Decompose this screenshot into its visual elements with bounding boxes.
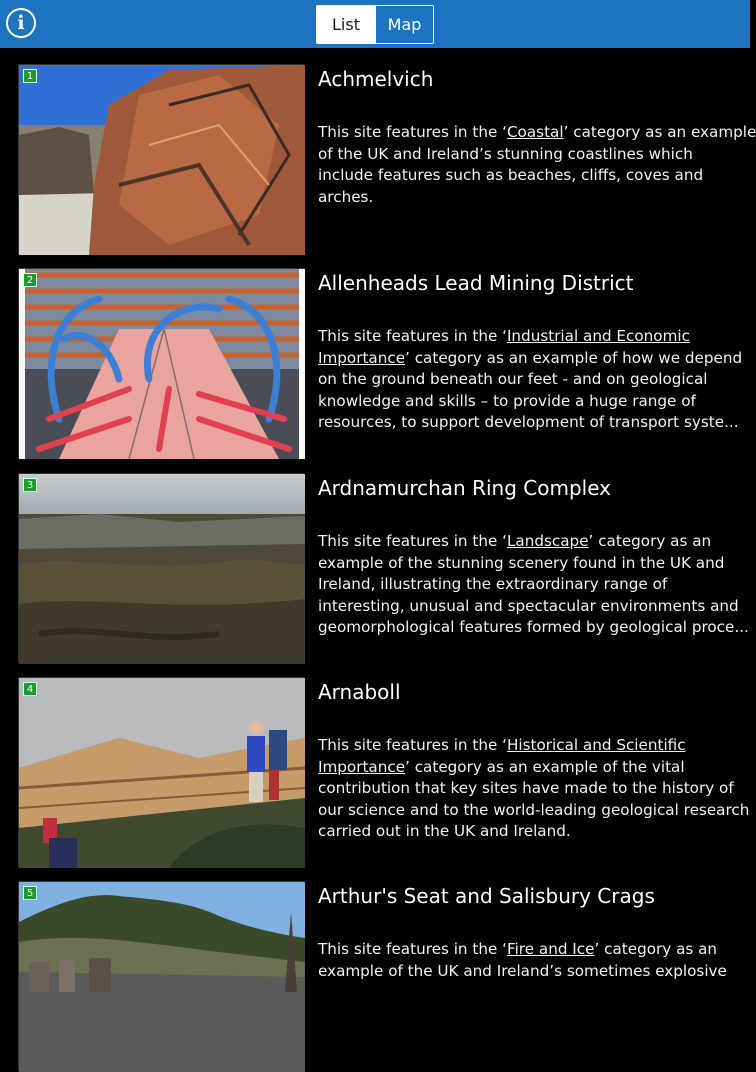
site-thumbnail[interactable] bbox=[18, 677, 304, 867]
landscape-photo bbox=[19, 474, 305, 664]
category-link[interactable]: Importance bbox=[318, 757, 406, 776]
site-title: Arthur's Seat and Salisbury Crags bbox=[318, 884, 655, 908]
site-description: This site features in the ‘Landscape’ category as an example of the stunning scenery found in the UK and Ireland, illustrating the extraordinary range of interesting, unusual and spectacular environments and geomorphological features formed by geological proce... bbox=[318, 532, 749, 637]
category-link[interactable]: Historical and Scientific bbox=[506, 736, 686, 754]
top-bar bbox=[0, 0, 750, 48]
mining-diagram-illustration bbox=[19, 269, 305, 459]
tab-list[interactable]: List bbox=[317, 6, 375, 43]
site-item-allenheads[interactable] bbox=[18, 268, 743, 458]
site-thumbnail[interactable] bbox=[18, 268, 304, 458]
site-number-badge: 4 bbox=[23, 682, 37, 696]
site-title: Ardnamurchan Ring Complex bbox=[318, 476, 611, 500]
site-description: This site features in the ‘Fire and Ice’ category as an example of the UK and Ireland’s sometimes explosive bbox=[318, 940, 727, 980]
category-link[interactable]: Landscape bbox=[506, 532, 589, 550]
site-thumbnail[interactable] bbox=[18, 881, 304, 1071]
category-link[interactable]: Fire and Ice bbox=[506, 940, 595, 958]
site-title: Arnaboll bbox=[318, 680, 401, 704]
site-item-arthurs-seat[interactable] bbox=[18, 881, 738, 1071]
info-icon[interactable]: i bbox=[6, 8, 36, 38]
site-thumbnail[interactable] bbox=[18, 473, 304, 663]
site-number-badge: 3 bbox=[23, 478, 37, 492]
site-number-badge: 5 bbox=[23, 886, 37, 900]
site-title: Achmelvich bbox=[318, 67, 434, 91]
tab-map[interactable]: Map bbox=[375, 6, 433, 43]
hill-city-photo bbox=[19, 882, 305, 1072]
site-description: This site features in the ‘Industrial and Economic Importance’ category as an example of how we depend on the ground beneath our feet - and on geological knowledge and skills – to provide a huge range of resources, to support development of transport syste... bbox=[318, 327, 743, 432]
category-link[interactable]: Coastal bbox=[506, 123, 564, 141]
site-title: Allenheads Lead Mining District bbox=[318, 271, 634, 295]
site-description: This site features in the ‘Coastal’ category as an example of the UK and Ireland’s stunning coastlines which include features such as beaches, cliffs, coves and arches. bbox=[318, 123, 756, 206]
category-link[interactable]: Importance bbox=[318, 348, 406, 367]
coastal-rock-photo bbox=[19, 65, 305, 255]
site-number-badge: 1 bbox=[23, 69, 37, 83]
rock-outcrop-photo bbox=[19, 678, 305, 868]
site-description: This site features in the ‘Historical and Scientific Importance’ category as an example of the vital contribution that key sites have made to the history of our science and to the world-leading geological research carried out in the UK and Ireland. bbox=[318, 736, 750, 841]
site-item-arnaboll[interactable] bbox=[18, 677, 750, 867]
site-item-ardnamurchan[interactable] bbox=[18, 473, 749, 663]
site-item-achmelvich[interactable] bbox=[18, 64, 756, 254]
site-number-badge: 2 bbox=[23, 273, 37, 287]
view-toggle bbox=[316, 5, 434, 44]
site-thumbnail[interactable] bbox=[18, 64, 304, 254]
category-link[interactable]: Industrial and Economic bbox=[506, 327, 690, 345]
site-list bbox=[0, 48, 756, 1000]
